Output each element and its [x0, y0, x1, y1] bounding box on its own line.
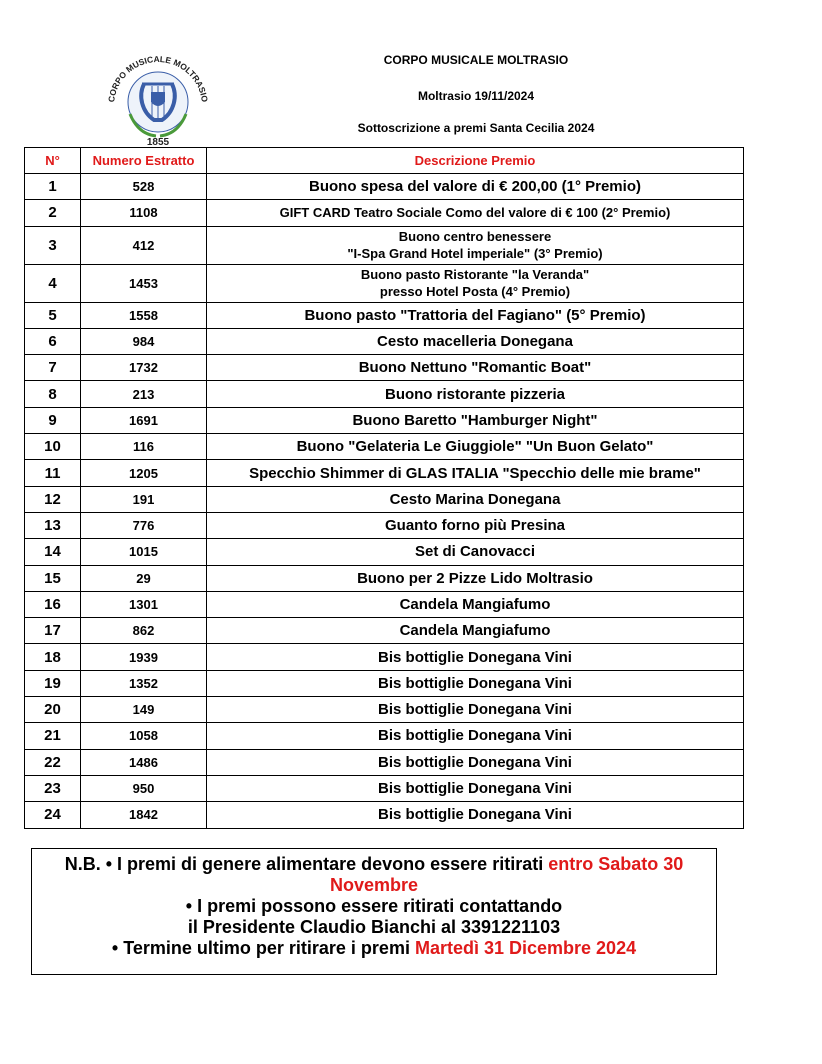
prize-description: Buono pasto "Trattoria del Fagiano" (5° Premio): [207, 302, 744, 328]
drawn-number: 528: [81, 174, 207, 200]
table-row: [25, 407, 744, 433]
table-row: [25, 264, 744, 302]
table-row: [25, 697, 744, 723]
table-row: [25, 434, 744, 460]
drawn-number: 1205: [81, 460, 207, 486]
prize-description-line: Buono centro benessere: [398, 229, 552, 245]
row-index: 1: [25, 174, 81, 200]
prize-description: [207, 264, 744, 302]
drawn-number: 116: [81, 434, 207, 460]
drawn-number: 1058: [81, 723, 207, 749]
row-index: 22: [25, 749, 81, 775]
notice-box: [31, 848, 717, 975]
table-row: [25, 381, 744, 407]
row-index: 16: [25, 591, 81, 617]
prize-description: Buono per 2 Pizze Lido Moltrasio: [207, 565, 744, 591]
drawn-number: 29: [81, 565, 207, 591]
table-row: [25, 749, 744, 775]
notice-line-1-text: N.B. • I premi di genere alimentare devono essere ritirati: [64, 854, 544, 874]
prize-description: Specchio Shimmer di GLAS ITALIA "Specchio delle mie brame": [207, 460, 744, 486]
drawn-number: 191: [81, 486, 207, 512]
prize-description: Cesto macelleria Donegana: [207, 328, 744, 354]
drawn-number: 1939: [81, 644, 207, 670]
prize-description-line: presso Hotel Posta (4° Premio): [379, 284, 571, 300]
table-row: [25, 460, 744, 486]
row-index: 21: [25, 723, 81, 749]
drawn-number: 776: [81, 512, 207, 538]
row-index: 9: [25, 407, 81, 433]
notice-final-deadline: Martedì 31 Dicembre 2024: [414, 938, 637, 958]
table-row: [25, 775, 744, 801]
prize-description: Set di Canovacci: [207, 539, 744, 565]
table-header-row: [25, 148, 744, 174]
drawn-number: 950: [81, 775, 207, 801]
row-index: 17: [25, 618, 81, 644]
drawn-number: 412: [81, 226, 207, 264]
notice-line-4: [32, 938, 716, 959]
notice-line-4-text: • Termine ultimo per ritirare i premi: [111, 938, 410, 958]
prize-description-line: "I-Spa Grand Hotel imperiale" (3° Premio): [347, 246, 603, 262]
drawn-number: 1842: [81, 802, 207, 828]
drawn-number: 1301: [81, 591, 207, 617]
logo-emblem: [98, 44, 218, 148]
prize-description: Candela Mangiafumo: [207, 591, 744, 617]
table-row: [25, 539, 744, 565]
row-index: 18: [25, 644, 81, 670]
col-header-description: Descrizione Premio: [207, 148, 744, 174]
notice-line-3: il Presidente Claudio Bianchi al 3391221103: [187, 917, 561, 937]
prize-description: Guanto forno più Presina: [207, 512, 744, 538]
table-row: [25, 302, 744, 328]
row-index: 20: [25, 697, 81, 723]
prize-description: Bis bottiglie Donegana Vini: [207, 697, 744, 723]
prize-description: Bis bottiglie Donegana Vini: [207, 670, 744, 696]
row-index: 13: [25, 512, 81, 538]
table-row: [25, 226, 744, 264]
table-row: [25, 174, 744, 200]
place-date: Moltrasio 19/11/2024: [417, 89, 535, 103]
row-index: 10: [25, 434, 81, 460]
drawn-number: 1732: [81, 355, 207, 381]
table-row: [25, 618, 744, 644]
prize-description-line: Buono pasto Ristorante "la Veranda": [360, 267, 590, 283]
prize-description: Bis bottiglie Donegana Vini: [207, 802, 744, 828]
prize-description: Buono spesa del valore di € 200,00 (1° Premio): [207, 174, 744, 200]
notice-line-1: [32, 854, 716, 896]
row-index: 2: [25, 200, 81, 226]
org-title: CORPO MUSICALE MOLTRASIO: [383, 53, 569, 67]
table-row: [25, 200, 744, 226]
prize-description: Buono ristorante pizzeria: [207, 381, 744, 407]
table-row: [25, 644, 744, 670]
row-index: 7: [25, 355, 81, 381]
prize-description: Bis bottiglie Donegana Vini: [207, 644, 744, 670]
row-index: 14: [25, 539, 81, 565]
table-row: [25, 355, 744, 381]
prize-description: Buono "Gelateria Le Giuggiole" "Un Buon Gelato": [207, 434, 744, 460]
table-row: [25, 486, 744, 512]
drawn-number: 862: [81, 618, 207, 644]
drawn-number: 1015: [81, 539, 207, 565]
table-row: [25, 802, 744, 828]
prize-description: [207, 226, 744, 264]
table-row: [25, 670, 744, 696]
prize-description: Buono Nettuno "Romantic Boat": [207, 355, 744, 381]
notice-deadline-pickup: entro Sabato 30 Novembre: [329, 854, 684, 895]
col-header-drawn-number: Numero Estratto: [81, 148, 207, 174]
row-index: 19: [25, 670, 81, 696]
row-index: 15: [25, 565, 81, 591]
prize-table: [24, 147, 744, 829]
logo-year: 1855: [146, 137, 170, 148]
prize-description: Buono Baretto "Hamburger Night": [207, 407, 744, 433]
prize-description: Candela Mangiafumo: [207, 618, 744, 644]
drawn-number: 1453: [81, 264, 207, 302]
prize-description: Bis bottiglie Donegana Vini: [207, 723, 744, 749]
row-index: 3: [25, 226, 81, 264]
col-header-number: N°: [25, 148, 81, 174]
notice-line-2: • I premi possono essere ritirati contattando: [185, 896, 563, 916]
table-row: [25, 723, 744, 749]
drawn-number: 1486: [81, 749, 207, 775]
logo-arc-text: CORPO MUSICALE MOLTRASIO: [106, 53, 210, 103]
row-index: 5: [25, 302, 81, 328]
row-index: 4: [25, 264, 81, 302]
table-row: [25, 328, 744, 354]
drawn-number: 1558: [81, 302, 207, 328]
row-index: 11: [25, 460, 81, 486]
row-index: 12: [25, 486, 81, 512]
row-index: 6: [25, 328, 81, 354]
table-row: [25, 512, 744, 538]
drawn-number: 1691: [81, 407, 207, 433]
table-row: [25, 591, 744, 617]
table-row: [25, 565, 744, 591]
row-index: 8: [25, 381, 81, 407]
drawn-number: 149: [81, 697, 207, 723]
drawn-number: 984: [81, 328, 207, 354]
row-index: 24: [25, 802, 81, 828]
prize-description: GIFT CARD Teatro Sociale Como del valore di € 100 (2° Premio): [207, 200, 744, 226]
document-subtitle: Sottoscrizione a premi Santa Cecilia 2024: [357, 121, 595, 135]
drawn-number: 1108: [81, 200, 207, 226]
prize-description: Bis bottiglie Donegana Vini: [207, 749, 744, 775]
prize-description: Bis bottiglie Donegana Vini: [207, 775, 744, 801]
drawn-number: 213: [81, 381, 207, 407]
row-index: 23: [25, 775, 81, 801]
drawn-number: 1352: [81, 670, 207, 696]
prize-description: Cesto Marina Donegana: [207, 486, 744, 512]
